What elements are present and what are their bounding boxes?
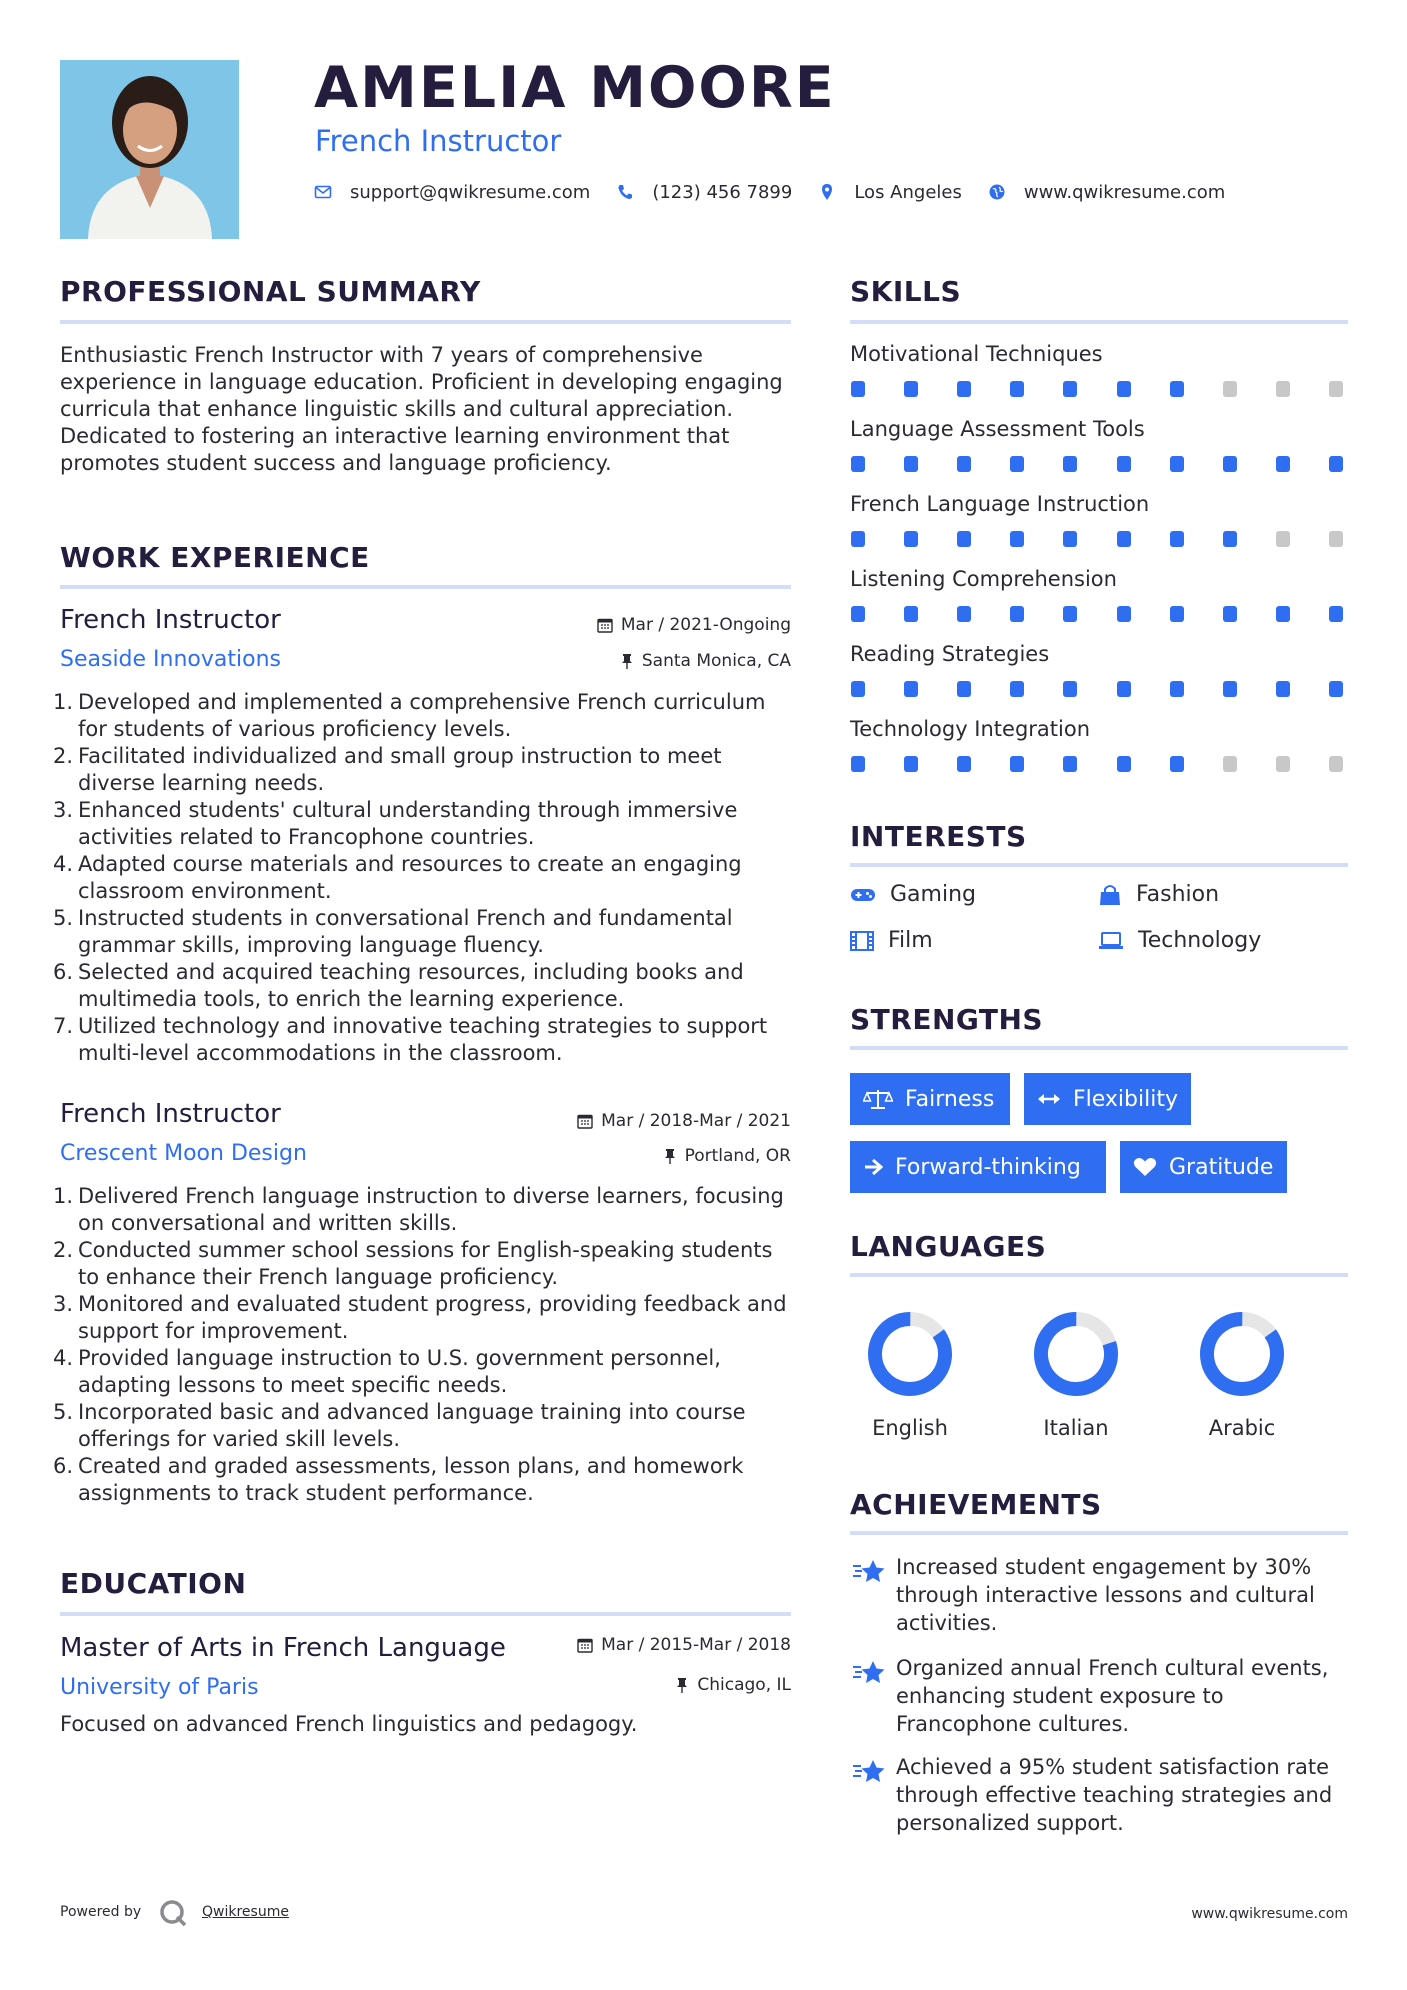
rating-dot-filled: [1010, 756, 1024, 772]
job-location-text-2: Portland, OR: [684, 1146, 791, 1166]
rating-dot-empty: [1276, 756, 1290, 772]
rating-dot-filled: [1223, 531, 1237, 547]
rating-dot-filled: [851, 381, 865, 397]
shopping-bag-icon: [1098, 884, 1122, 906]
map-marker-icon: [818, 183, 836, 201]
skill-rating: [851, 381, 1343, 397]
job-dates-1: [500, 615, 791, 635]
skills-heading: SKILLS: [850, 275, 962, 308]
website-text: www.qwikresume.com: [1023, 181, 1226, 203]
education-dates-text: Mar / 2015-Mar / 2018: [601, 1635, 791, 1655]
rating-dot-filled: [1063, 681, 1077, 697]
interest-technology: [1098, 928, 1261, 953]
arrow-right-icon: [863, 1158, 883, 1176]
skill-name: Language Assessment Tools: [850, 417, 1145, 441]
languages-heading: LANGUAGES: [850, 1230, 1047, 1263]
rating-dot-filled: [957, 531, 971, 547]
interests-heading: INTERESTS: [850, 820, 1027, 853]
language-name: Italian: [1043, 1416, 1109, 1440]
job-title-1: French Instructor: [60, 605, 281, 635]
rating-dot-filled: [1276, 606, 1290, 622]
job-dates-2: [500, 1111, 791, 1131]
language-ring: [1198, 1310, 1286, 1398]
rating-dot-filled: [1329, 606, 1343, 622]
contact-email[interactable]: [314, 182, 590, 203]
work-divider: [60, 585, 791, 589]
skills-divider: [850, 320, 1348, 324]
rating-dot-filled: [904, 381, 918, 397]
work-heading: WORK EXPERIENCE: [60, 541, 370, 574]
pushpin-icon: [675, 1677, 689, 1693]
summary-heading: PROFESSIONAL SUMMARY: [60, 275, 481, 308]
rating-dot-filled: [904, 681, 918, 697]
pushpin-icon: [620, 653, 634, 669]
rating-dot-filled: [904, 606, 918, 622]
education-description: Focused on advanced French linguistics and pedagogy.: [60, 1712, 638, 1736]
rating-dot-filled: [1223, 456, 1237, 472]
rating-dot-empty: [1223, 756, 1237, 772]
rating-dot-filled: [1223, 606, 1237, 622]
rating-dot-filled: [957, 456, 971, 472]
rating-dot-filled: [1329, 456, 1343, 472]
job-company-2: Crescent Moon Design: [60, 1141, 307, 1166]
calendar-icon: [577, 1637, 593, 1653]
strength-flexibility: [1024, 1073, 1191, 1125]
job-location-text-1: Santa Monica, CA: [641, 651, 791, 671]
pushpin-icon: [663, 1148, 677, 1164]
education-heading: EDUCATION: [60, 1567, 247, 1600]
interest-film: [850, 928, 933, 953]
rating-dot-filled: [1223, 681, 1237, 697]
rating-dot-filled: [1063, 756, 1077, 772]
job-dates-text-1: Mar / 2021-Ongoing: [620, 615, 791, 635]
rating-dot-filled: [851, 681, 865, 697]
strength-label: Fairness: [905, 1086, 995, 1112]
list-item: 2. Facilitated individualized and small group instruction to meet diverse learning needs.: [53, 744, 722, 795]
job-duties-1: [53, 689, 800, 1067]
rating-dot-filled: [1117, 456, 1131, 472]
calendar-icon: [577, 1113, 593, 1129]
interests-divider: [850, 863, 1348, 867]
language-name: Arabic: [1208, 1416, 1276, 1440]
qwikresume-logo-icon: [158, 1898, 188, 1932]
rating-dot-filled: [1010, 606, 1024, 622]
rating-dot-filled: [1010, 681, 1024, 697]
rating-dot-filled: [1117, 681, 1131, 697]
rating-dot-filled: [851, 456, 865, 472]
rating-dot-empty: [1329, 756, 1343, 772]
languages-divider: [850, 1273, 1348, 1277]
rating-dot-filled: [1010, 381, 1024, 397]
summary-divider: [60, 320, 791, 324]
achievement-text: Organized annual French cultural events, enhancing student exposure to Francophone cultures.: [896, 1656, 1329, 1736]
rating-dot-filled: [1063, 456, 1077, 472]
heart-icon: [1133, 1157, 1157, 1177]
list-item: 3. Monitored and evaluated student progress, providing feedback and support for improvement.: [53, 1292, 787, 1343]
list-item: 1. Delivered French language instruction to diverse learners, focusing on conversational and written skills.: [53, 1184, 784, 1235]
contact-phone[interactable]: [616, 182, 792, 203]
ring-progress: [866, 1310, 954, 1398]
phone-icon: [616, 183, 634, 201]
rating-dot-filled: [1329, 681, 1343, 697]
strength-label: Flexibility: [1073, 1086, 1178, 1112]
language-item: [1182, 1310, 1302, 1440]
strengths-heading: STRENGTHS: [850, 1003, 1044, 1036]
rating-dot-filled: [1063, 531, 1077, 547]
degree-title: Master of Arts in French Language: [60, 1633, 506, 1663]
rating-dot-filled: [957, 381, 971, 397]
rating-dot-filled: [1117, 381, 1131, 397]
achievements-heading: ACHIEVEMENTS: [850, 1488, 1102, 1521]
strengths-divider: [850, 1046, 1348, 1050]
contact-website[interactable]: [988, 182, 1225, 203]
gamepad-icon: [850, 886, 876, 904]
rating-dot-filled: [851, 606, 865, 622]
rating-dot-filled: [1170, 756, 1184, 772]
arrows-horizontal-icon: [1037, 1091, 1061, 1107]
film-icon: [850, 931, 874, 951]
globe-icon: [988, 183, 1006, 201]
job-location-1: [500, 651, 791, 671]
rating-dot-filled: [1276, 681, 1290, 697]
language-item: [850, 1310, 970, 1440]
strength-forward-thinking: [850, 1141, 1106, 1193]
location-text: Los Angeles: [854, 181, 962, 203]
rating-dot-filled: [1010, 531, 1024, 547]
footer-brand-link[interactable]: Qwikresume: [202, 1904, 289, 1920]
language-item: [1016, 1310, 1136, 1440]
star-icon: [850, 1557, 888, 1585]
rating-dot-filled: [904, 531, 918, 547]
rating-dot-filled: [1170, 381, 1184, 397]
achievement-item-3: [850, 1753, 1360, 1837]
skill-rating: [851, 456, 1343, 472]
rating-dot-filled: [1063, 606, 1077, 622]
phone-text: (123) 456 7899: [652, 181, 793, 203]
envelope-icon: [314, 183, 332, 201]
star-icon: [850, 1757, 888, 1785]
list-item: 1. Developed and implemented a comprehensive French curriculum for students of various proficiency levels.: [53, 690, 766, 741]
footer-powered-by: Powered by: [60, 1904, 142, 1920]
list-item: 6. Selected and acquired teaching resources, including books and multimedia tools, to enrich the learning experience.: [53, 960, 744, 1011]
job-title: French Instructor: [315, 124, 562, 158]
skill-name: Technology Integration: [850, 717, 1091, 741]
ring-progress: [1032, 1310, 1120, 1398]
profile-photo: [60, 60, 239, 239]
skill-name: Motivational Techniques: [850, 342, 1103, 366]
rating-dot-filled: [904, 756, 918, 772]
job-company-1: Seaside Innovations: [60, 647, 281, 672]
rating-dot-filled: [904, 456, 918, 472]
rating-dot-empty: [1276, 381, 1290, 397]
rating-dot-filled: [851, 756, 865, 772]
rating-dot-filled: [957, 681, 971, 697]
job-title-2: French Instructor: [60, 1099, 281, 1129]
achievements-divider: [850, 1531, 1348, 1535]
contact-location: [818, 182, 962, 203]
education-location: [500, 1675, 791, 1695]
rating-dot-empty: [1276, 531, 1290, 547]
interest-fashion: [1098, 882, 1219, 907]
job-location-2: [500, 1146, 791, 1166]
rating-dot-filled: [957, 606, 971, 622]
education-dates: [500, 1635, 791, 1655]
rating-dot-empty: [1329, 381, 1343, 397]
rating-dot-filled: [1276, 456, 1290, 472]
strength-label: Gratitude: [1169, 1154, 1274, 1180]
list-item: 6. Created and graded assessments, lesson plans, and homework assignments to track student performance.: [53, 1454, 744, 1505]
rating-dot-filled: [1063, 381, 1077, 397]
skill-rating: [851, 681, 1343, 697]
school-name: University of Paris: [60, 1675, 259, 1700]
job-duties-2: [53, 1183, 800, 1507]
language-ring: [866, 1310, 954, 1398]
achievement-text: Increased student engagement by 30% through interactive lessons and cultural activities.: [896, 1555, 1315, 1635]
rating-dot-filled: [1170, 531, 1184, 547]
rating-dot-empty: [1329, 531, 1343, 547]
rating-dot-filled: [1117, 606, 1131, 622]
star-icon: [850, 1658, 888, 1686]
language-name: English: [872, 1416, 948, 1440]
strength-fairness: [850, 1073, 1010, 1125]
skill-name: French Language Instruction: [850, 492, 1150, 516]
skill-rating: [851, 531, 1343, 547]
rating-dot-filled: [1117, 756, 1131, 772]
rating-dot-filled: [1117, 531, 1131, 547]
skill-rating: [851, 756, 1343, 772]
footer-website[interactable]: www.qwikresume.com: [1191, 1906, 1348, 1922]
strength-gratitude: [1120, 1141, 1287, 1193]
achievement-item-1: [850, 1553, 1360, 1637]
strength-label: Forward-thinking: [895, 1154, 1081, 1180]
interest-label: Film: [888, 928, 933, 953]
interest-label: Gaming: [890, 882, 976, 907]
interest-label: Fashion: [1136, 882, 1220, 907]
balance-scale-icon: [863, 1088, 893, 1110]
skill-rating: [851, 606, 1343, 622]
skill-name: Listening Comprehension: [850, 567, 1117, 591]
list-item: 5. Instructed students in conversational French and fundamental grammar skills, improving language fluency.: [53, 906, 733, 957]
interest-label: Technology: [1138, 928, 1262, 953]
language-ring: [1032, 1310, 1120, 1398]
rating-dot-filled: [1170, 456, 1184, 472]
email-text: support@qwikresume.com: [350, 181, 591, 203]
list-item: 3. Enhanced students' cultural understanding through immersive activities related to Francophone countries.: [53, 798, 738, 849]
achievement-text: Achieved a 95% student satisfaction rate through effective teaching strategies and personalized support.: [896, 1755, 1333, 1835]
list-item: 4. Adapted course materials and resources to create an engaging classroom environment.: [53, 852, 742, 903]
achievement-item-2: [850, 1654, 1360, 1738]
summary-text: Enthusiastic French Instructor with 7 years of comprehensive experience in language education. Proficient in developing engaging curricula that enhance linguistic skills and cultural appreciation. Dedicated to fostering an interactive learning environment that promotes student success and language proficiency.: [60, 343, 783, 475]
laptop-icon: [1098, 932, 1124, 950]
ring-progress: [1198, 1310, 1286, 1398]
rating-dot-filled: [957, 756, 971, 772]
contact-bar: [314, 179, 1251, 205]
list-item: 2. Conducted summer school sessions for English-speaking students to enhance their French language proficiency.: [53, 1238, 773, 1289]
education-divider: [60, 1612, 791, 1616]
education-location-text: Chicago, IL: [697, 1675, 791, 1695]
rating-dot-filled: [1170, 681, 1184, 697]
candidate-name: AMELIA MOORE: [314, 55, 836, 121]
list-item: 4. Provided language instruction to U.S. government personnel, adapting lessons to meet specific needs.: [53, 1346, 721, 1397]
list-item: 7. Utilized technology and innovative teaching strategies to support multi-level accommodations in the classroom.: [53, 1014, 768, 1065]
rating-dot-empty: [1223, 381, 1237, 397]
list-item: 5. Incorporated basic and advanced language training into course offerings for varied skill levels.: [53, 1400, 746, 1451]
rating-dot-filled: [851, 531, 865, 547]
job-dates-text-2: Mar / 2018-Mar / 2021: [601, 1111, 791, 1131]
rating-dot-filled: [1010, 456, 1024, 472]
rating-dot-filled: [1170, 606, 1184, 622]
skill-name: Reading Strategies: [850, 642, 1050, 666]
interest-gaming: [850, 882, 976, 907]
calendar-icon: [597, 617, 613, 633]
